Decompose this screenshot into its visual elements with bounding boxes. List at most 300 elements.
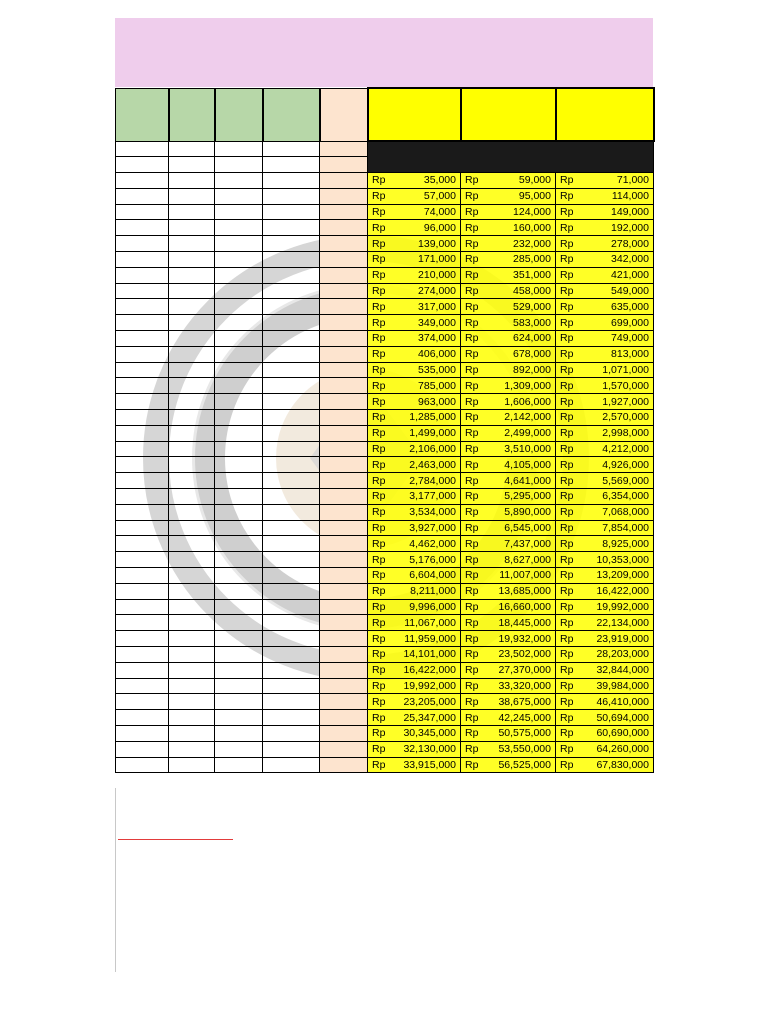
currency-label: Rp	[372, 237, 386, 250]
table-cell	[215, 441, 263, 457]
table-cell	[116, 678, 169, 694]
table-cell	[169, 346, 215, 362]
table-cell	[215, 173, 263, 189]
price-value: 529,000	[513, 300, 551, 313]
table-cell	[116, 552, 169, 568]
price-value: 317,000	[418, 300, 456, 313]
price-cell	[461, 331, 556, 347]
table-cell	[263, 725, 320, 741]
table-cell	[215, 410, 263, 426]
price-value: 33,915,000	[403, 758, 456, 771]
currency-label: Rp	[465, 585, 479, 598]
table-cell	[169, 141, 215, 157]
table-cell	[116, 236, 169, 252]
price-cell	[556, 204, 654, 220]
table-cell	[263, 710, 320, 726]
table-cell	[215, 694, 263, 710]
table-cell	[215, 283, 263, 299]
currency-label: Rp	[465, 758, 479, 771]
price-cell	[556, 173, 654, 189]
table-row	[116, 694, 654, 710]
margin-line	[115, 788, 116, 972]
price-value: 2,499,000	[504, 427, 551, 440]
price-cell	[368, 757, 461, 773]
price-value: 2,998,000	[602, 427, 649, 440]
price-cell	[556, 520, 654, 536]
table-cell	[320, 141, 368, 157]
table-cell	[116, 599, 169, 615]
price-value: 53,550,000	[498, 743, 551, 756]
price-value: 210,000	[418, 269, 456, 282]
table-cell	[169, 457, 215, 473]
price-cell	[556, 678, 654, 694]
table-cell	[320, 504, 368, 520]
currency-label: Rp	[465, 537, 479, 550]
price-cell	[461, 489, 556, 505]
table-cell	[263, 599, 320, 615]
price-cell	[556, 741, 654, 757]
table-cell	[320, 725, 368, 741]
currency-label: Rp	[560, 269, 574, 282]
price-cell	[461, 236, 556, 252]
price-value: 4,462,000	[409, 537, 456, 550]
currency-label: Rp	[372, 537, 386, 550]
price-cell	[556, 236, 654, 252]
table-cell	[320, 741, 368, 757]
table-cell	[320, 362, 368, 378]
currency-label: Rp	[560, 490, 574, 503]
currency-label: Rp	[560, 537, 574, 550]
price-value: 13,209,000	[596, 569, 649, 582]
price-value: 19,992,000	[596, 601, 649, 613]
table-cell	[169, 252, 215, 268]
table-cell	[169, 757, 215, 773]
table-cell	[116, 267, 169, 283]
table-cell	[215, 678, 263, 694]
table-cell	[320, 346, 368, 362]
currency-label: Rp	[560, 743, 574, 756]
price-cell	[461, 394, 556, 410]
price-cell	[461, 662, 556, 678]
price-value: 16,422,000	[596, 585, 649, 598]
price-value: 624,000	[513, 332, 551, 345]
table-cell	[169, 378, 215, 394]
price-cell	[368, 441, 461, 457]
price-cell	[368, 694, 461, 710]
table-cell	[215, 346, 263, 362]
table-cell	[116, 710, 169, 726]
table-cell	[215, 425, 263, 441]
price-cell	[461, 599, 556, 615]
price-value: 192,000	[611, 221, 649, 234]
price-value: 7,068,000	[602, 506, 649, 519]
currency-label: Rp	[372, 585, 386, 598]
currency-label: Rp	[560, 443, 574, 456]
currency-label: Rp	[560, 695, 574, 708]
table-cell	[116, 583, 169, 599]
table-cell	[263, 425, 320, 441]
price-cell	[368, 173, 461, 189]
table-cell	[263, 410, 320, 426]
price-cell	[556, 220, 654, 236]
table-row	[116, 141, 654, 157]
table-cell	[320, 157, 368, 173]
price-value: 25,347,000	[403, 711, 456, 724]
table-cell	[169, 520, 215, 536]
table-cell	[169, 267, 215, 283]
currency-label: Rp	[372, 348, 386, 361]
table-cell	[215, 236, 263, 252]
price-value: 35,000	[423, 174, 456, 187]
table-row	[116, 568, 654, 584]
currency-label: Rp	[465, 269, 479, 282]
table-cell	[320, 331, 368, 347]
price-cell	[556, 504, 654, 520]
price-value: 1,285,000	[409, 411, 456, 424]
price-cell	[461, 267, 556, 283]
table-cell	[169, 694, 215, 710]
currency-label: Rp	[560, 190, 574, 203]
price-cell	[461, 678, 556, 694]
currency-label: Rp	[465, 190, 479, 203]
price-value: 42,245,000	[498, 711, 551, 724]
currency-label: Rp	[372, 269, 386, 282]
price-cell	[368, 378, 461, 394]
table-row	[116, 425, 654, 441]
price-value: 13,685,000	[498, 585, 551, 598]
currency-label: Rp	[372, 758, 386, 771]
currency-label: Rp	[372, 206, 386, 219]
price-value: 535,000	[418, 364, 456, 377]
currency-label: Rp	[560, 727, 574, 740]
table-cell	[116, 173, 169, 189]
currency-label: Rp	[465, 237, 479, 250]
table-cell	[215, 568, 263, 584]
price-cell	[461, 188, 556, 204]
table-cell	[116, 662, 169, 678]
price-value: 8,211,000	[410, 585, 456, 598]
currency-label: Rp	[372, 632, 386, 645]
currency-label: Rp	[465, 664, 479, 677]
price-value: 678,000	[513, 348, 551, 361]
price-value: 8,627,000	[504, 553, 551, 566]
price-value: 374,000	[418, 332, 456, 345]
table-cell	[116, 188, 169, 204]
price-cell	[368, 299, 461, 315]
price-cell	[461, 694, 556, 710]
table-cell	[215, 220, 263, 236]
price-cell	[368, 315, 461, 331]
price-cell	[461, 283, 556, 299]
currency-label: Rp	[372, 648, 386, 661]
table-cell	[263, 583, 320, 599]
table-cell	[116, 141, 169, 157]
table-cell	[263, 346, 320, 362]
price-cell	[556, 615, 654, 631]
table-row	[116, 504, 654, 520]
currency-label: Rp	[372, 522, 386, 535]
price-cell	[461, 378, 556, 394]
table-cell	[263, 315, 320, 331]
price-cell	[368, 678, 461, 694]
table-cell	[116, 741, 169, 757]
price-cell	[368, 647, 461, 663]
price-cell	[461, 441, 556, 457]
table-cell	[320, 568, 368, 584]
currency-label: Rp	[560, 758, 574, 771]
table-cell	[215, 157, 263, 173]
table-cell	[215, 725, 263, 741]
table-cell	[116, 457, 169, 473]
table-cell	[263, 173, 320, 189]
currency-label: Rp	[560, 522, 574, 535]
table-cell	[263, 536, 320, 552]
price-value: 4,212,000	[602, 443, 649, 456]
currency-label: Rp	[372, 474, 386, 487]
price-cell	[461, 410, 556, 426]
table-cell	[169, 220, 215, 236]
price-value: 1,570,000	[602, 379, 649, 392]
table-row	[116, 599, 654, 615]
header-cell-green	[215, 88, 263, 141]
price-value: 458,000	[513, 285, 551, 298]
currency-label: Rp	[465, 727, 479, 740]
price-cell	[368, 236, 461, 252]
price-cell	[461, 757, 556, 773]
price-cell	[368, 220, 461, 236]
price-value: 351,000	[513, 269, 551, 282]
currency-label: Rp	[372, 395, 386, 408]
price-value: 406,000	[418, 348, 456, 361]
price-cell	[368, 568, 461, 584]
header-cell-green	[116, 88, 169, 141]
currency-label: Rp	[560, 679, 574, 692]
table-row	[116, 204, 654, 220]
price-value: 2,784,000	[409, 474, 456, 487]
price-value: 892,000	[513, 364, 551, 377]
price-value: 50,694,000	[596, 711, 649, 724]
table-cell	[320, 473, 368, 489]
price-value: 7,854,000	[602, 522, 649, 535]
price-cell	[556, 599, 654, 615]
table-cell	[320, 662, 368, 678]
price-value: 16,660,000	[498, 601, 551, 613]
table-cell	[116, 425, 169, 441]
table-cell	[320, 710, 368, 726]
table-cell	[169, 615, 215, 631]
price-value: 139,000	[418, 237, 456, 250]
price-value: 1,499,000	[409, 427, 456, 440]
currency-label: Rp	[372, 616, 386, 629]
table-cell	[320, 299, 368, 315]
table-cell	[320, 220, 368, 236]
currency-label: Rp	[560, 711, 574, 724]
table-cell	[169, 441, 215, 457]
price-value: 11,067,000	[404, 616, 456, 629]
currency-label: Rp	[465, 711, 479, 724]
price-cell	[368, 489, 461, 505]
table-cell	[263, 378, 320, 394]
table-cell	[215, 631, 263, 647]
currency-label: Rp	[372, 364, 386, 377]
currency-label: Rp	[465, 458, 479, 471]
price-cell	[461, 425, 556, 441]
table-cell	[263, 157, 320, 173]
table-row	[116, 741, 654, 757]
table-cell	[169, 583, 215, 599]
price-value: 749,000	[611, 332, 649, 345]
currency-label: Rp	[372, 553, 386, 566]
currency-label: Rp	[560, 300, 574, 313]
price-value: 60,690,000	[596, 727, 649, 740]
currency-label: Rp	[560, 206, 574, 219]
price-cell	[461, 299, 556, 315]
table-cell	[116, 204, 169, 220]
price-value: 583,000	[513, 316, 551, 329]
table-cell	[215, 583, 263, 599]
table-row	[116, 647, 654, 663]
currency-label: Rp	[560, 332, 574, 345]
price-cell	[368, 394, 461, 410]
table-cell	[116, 504, 169, 520]
price-cell	[368, 615, 461, 631]
price-value: 149,000	[611, 206, 649, 219]
currency-label: Rp	[465, 316, 479, 329]
currency-label: Rp	[560, 395, 574, 408]
currency-label: Rp	[560, 411, 574, 424]
price-cell	[461, 520, 556, 536]
table-cell	[215, 504, 263, 520]
price-value: 46,410,000	[596, 695, 649, 708]
price-cell	[368, 346, 461, 362]
price-value: 38,675,000	[498, 695, 551, 708]
currency-label: Rp	[372, 679, 386, 692]
table-cell	[320, 441, 368, 457]
price-cell	[556, 252, 654, 268]
table-cell	[320, 283, 368, 299]
price-cell	[368, 457, 461, 473]
table-cell	[169, 299, 215, 315]
table-row	[116, 536, 654, 552]
currency-label: Rp	[465, 601, 479, 613]
currency-label: Rp	[372, 316, 386, 329]
price-value: 232,000	[513, 237, 551, 250]
currency-label: Rp	[372, 695, 386, 708]
price-value: 4,105,000	[504, 458, 551, 471]
table-cell	[320, 552, 368, 568]
table-cell	[263, 220, 320, 236]
price-cell	[461, 315, 556, 331]
table-cell	[215, 473, 263, 489]
table-cell	[116, 283, 169, 299]
price-cell	[368, 631, 461, 647]
table-cell	[215, 362, 263, 378]
table-cell	[215, 457, 263, 473]
table-cell	[169, 425, 215, 441]
table-cell	[215, 552, 263, 568]
currency-label: Rp	[560, 632, 574, 645]
price-value: 5,569,000	[602, 474, 649, 487]
currency-label: Rp	[560, 458, 574, 471]
table-row	[116, 394, 654, 410]
table-cell	[263, 441, 320, 457]
table-cell	[116, 520, 169, 536]
table-row	[116, 489, 654, 505]
price-value: 32,844,000	[596, 664, 649, 677]
table-cell	[263, 457, 320, 473]
price-cell	[556, 631, 654, 647]
table-cell	[215, 267, 263, 283]
price-value: 4,641,000	[504, 474, 551, 487]
price-cell	[461, 725, 556, 741]
currency-label: Rp	[372, 490, 386, 503]
price-cell	[556, 552, 654, 568]
currency-label: Rp	[560, 364, 574, 377]
table-cell	[169, 173, 215, 189]
price-value: 699,000	[611, 316, 649, 329]
table-row	[116, 283, 654, 299]
price-value: 813,000	[611, 348, 649, 361]
price-value: 95,000	[518, 190, 551, 203]
price-value: 114,000	[611, 190, 649, 203]
table-cell	[169, 283, 215, 299]
table-cell	[320, 267, 368, 283]
price-value: 160,000	[513, 221, 551, 234]
table-cell	[215, 741, 263, 757]
table-cell	[320, 583, 368, 599]
price-value: 50,575,000	[498, 727, 551, 740]
table-cell	[263, 299, 320, 315]
black-bar	[368, 141, 654, 173]
price-value: 785,000	[418, 379, 456, 392]
table-row	[116, 552, 654, 568]
table-cell	[263, 552, 320, 568]
price-cell	[556, 188, 654, 204]
price-value: 635,000	[611, 300, 649, 313]
price-value: 342,000	[611, 253, 649, 266]
currency-label: Rp	[560, 285, 574, 298]
price-cell	[461, 583, 556, 599]
table-cell	[116, 615, 169, 631]
price-value: 3,177,000	[409, 490, 456, 503]
price-cell	[556, 283, 654, 299]
table-cell	[169, 394, 215, 410]
table-cell	[215, 299, 263, 315]
currency-label: Rp	[560, 221, 574, 234]
table-cell	[116, 362, 169, 378]
table-cell	[320, 378, 368, 394]
table-cell	[215, 331, 263, 347]
table-cell	[169, 315, 215, 331]
price-value: 16,422,000	[403, 664, 456, 677]
table-cell	[320, 457, 368, 473]
table-cell	[320, 757, 368, 773]
table-row	[116, 520, 654, 536]
table-cell	[215, 394, 263, 410]
table-cell	[116, 315, 169, 331]
table-row	[116, 631, 654, 647]
table-cell	[169, 568, 215, 584]
price-value: 274,000	[418, 285, 456, 298]
table-cell	[263, 757, 320, 773]
currency-label: Rp	[372, 332, 386, 345]
currency-label: Rp	[372, 174, 386, 187]
table-cell	[116, 220, 169, 236]
table-cell	[320, 204, 368, 220]
table-cell	[263, 141, 320, 157]
table-cell	[169, 662, 215, 678]
price-cell	[461, 552, 556, 568]
